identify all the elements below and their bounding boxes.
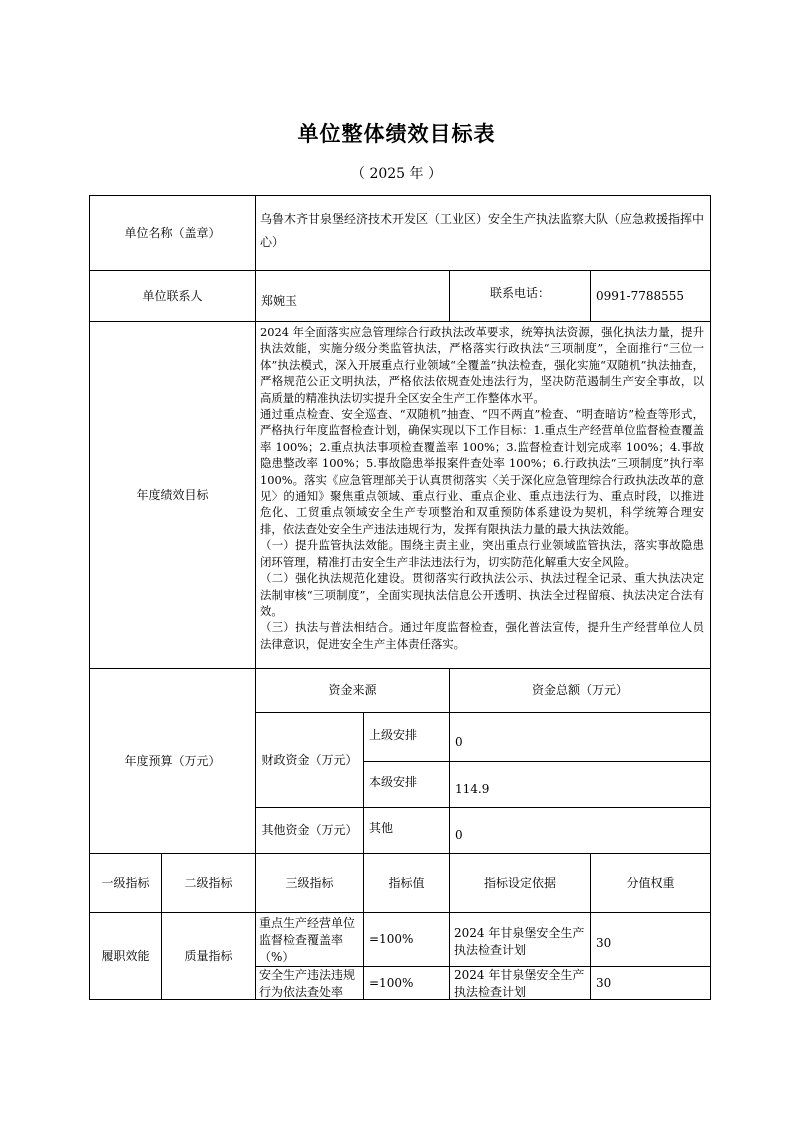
unit-name-label-text: 单位名称（盖章）	[124, 225, 221, 240]
table-row-basis	[449, 912, 591, 967]
contact-value-text: 郑婉玉	[261, 293, 298, 308]
header-basis	[449, 853, 591, 913]
other-funds-label-text: 其他资金（万元）	[261, 823, 358, 837]
value-text: =100%	[369, 975, 414, 990]
table-row-level3	[255, 912, 364, 967]
header-level3-text: 三级指标	[285, 875, 334, 890]
local-allocation-value-text: 114.9	[455, 782, 490, 796]
weight-text: 30	[596, 936, 612, 950]
annual-goal-paragraph: 2024 年全面落实应急管理综合行政执法改革要求，统筹执法资源，强化执法力量，提升执法效能，实施分级分类监管执法，严格落实行政执法“三项制度”，全面推行“三位一体”执法模式，深入开展重点行业领域“全覆盖”执法检查，强化实施“双随机”执法抽查，严格规范公正文明执法，严格依法依规查处违法行为，坚决防范遏制生产安全事故，以高质量的精准执法切实提升全区安全生产工作整体水平。	[260, 325, 704, 405]
phone-value-text: 0991-7788555	[596, 288, 685, 303]
budget-source-header	[255, 668, 450, 713]
annual-goal-paragraph: （二）强化执法规范化建设。贯彻落实行政执法公示、执法过程全记录、重大执法决定法制审核“三项制度”，全面实现执法信息公开透明、执法全过程留痕、执法决定合法有效。	[260, 571, 704, 618]
contact-label	[89, 270, 256, 322]
other-sub-label	[363, 807, 450, 854]
other-funds-value-text: 0	[455, 828, 463, 842]
annual-goal-label-text: 年度绩效目标	[136, 487, 209, 502]
fiscal-funds-label	[255, 712, 364, 808]
other-sub-label-text: 其他	[369, 821, 394, 835]
unit-name-value-text: 乌鲁木齐甘泉堡经济技术开发区（工业区）安全生产执法监察大队（应急救援指挥中心）	[260, 212, 705, 249]
value-text: =100%	[369, 932, 414, 946]
budget-source-header-text: 资金来源	[328, 683, 377, 697]
annual-goal-content	[255, 321, 711, 669]
local-allocation-label	[363, 761, 450, 808]
header-basis-text: 指标设定依据	[483, 875, 556, 890]
upper-allocation-value-text: 0	[455, 734, 463, 749]
header-level1	[89, 853, 162, 913]
header-weight-text: 分值权重	[626, 875, 675, 890]
budget-total-header-text: 资金总额（万元）	[531, 683, 628, 697]
table-row-basis	[449, 966, 591, 1000]
unit-name-label	[89, 195, 256, 271]
header-level3	[255, 853, 364, 913]
upper-allocation-label	[363, 712, 450, 762]
phone-label-text: 联系电话：	[489, 286, 550, 300]
contact-label-text: 单位联系人	[142, 288, 203, 303]
header-value	[363, 853, 450, 913]
budget-total-header	[449, 668, 711, 713]
header-level1-text: 一级指标	[101, 875, 150, 890]
unit-name-value	[255, 195, 711, 271]
phone-label	[449, 270, 591, 322]
table-row-value	[363, 966, 450, 1000]
table-row-level3	[255, 966, 364, 1000]
fiscal-funds-label-text: 财政资金（万元）	[261, 752, 358, 767]
weight-text: 30	[596, 975, 612, 990]
page-title: 单位整体绩效目标表	[297, 122, 496, 146]
table-row-weight	[590, 912, 711, 967]
level3-text: 重点生产经营单位监督检查覆盖率（%）	[259, 916, 356, 964]
indicator-level2-text: 质量指标	[184, 948, 233, 963]
annual-goal-label	[89, 321, 256, 669]
contact-value	[255, 270, 450, 322]
basis-text: 2024 年甘泉堡安全生产执法检查计划	[454, 926, 585, 957]
header-weight	[590, 853, 711, 913]
upper-allocation-value	[449, 712, 711, 762]
header-value-text: 指标值	[388, 875, 425, 890]
indicator-level2	[161, 912, 256, 1000]
budget-label-text: 年度预算（万元）	[124, 753, 221, 768]
indicator-level1-text: 履职效能	[101, 948, 150, 963]
annual-goal-paragraph: 通过重点检查、安全巡查、“双随机”抽查、“四不两直”检查、“明查暗访”检查等形式，严格执行年度监督检查计划，确保实现以下工作目标：1.重点生产经营单位监督检查覆盖率 100%；2.重点执法事项检查覆盖率 100%；3.监督检查计划完成率 100%；4.事故隐患整改率 100%；5.事故隐患举报案件查处率 100%；6.行政执法“三项制度”执行率 100%。落实《应急管理部关于认真贯彻落实〈关于深化应急管理综合行政执法改革的意见〉的通知》聚焦重点领域、重点行业、重点企业、重点违法行为、重点时段，以推进危化、工贸重点领域安全生产专项整治和双重预防体系建设为契机，科学统筹合理安排，依法查处安全生产违法违规行为，发挥有限执法力量的最大执法效能。	[260, 407, 704, 536]
table-row-value	[363, 912, 450, 967]
table-row-weight	[590, 966, 711, 1000]
page-subtitle: （ 2025 年 ）	[351, 166, 442, 182]
annual-goal-paragraph: （一）提升监管执法效能。围绕主责主业，突出重点行业领域监管执法，落实事故隐患闭环管理，精准打击安全生产非法违法行为，切实防范化解重大安全风险。	[260, 538, 704, 569]
local-allocation-value	[449, 761, 711, 808]
phone-value	[590, 270, 711, 322]
indicator-level1	[89, 912, 162, 1000]
upper-allocation-label-text: 上级安排	[369, 728, 418, 742]
annual-goal-paragraph: （三）执法与普法相结合。通过年度监督检查，强化普法宣传，提升生产经营单位人员法律意识，促进安全生产主体责任落实。	[260, 620, 704, 651]
level3-text: 安全生产违法违规行为依法查处率	[259, 968, 356, 999]
basis-text: 2024 年甘泉堡安全生产执法检查计划	[454, 968, 585, 999]
header-level2-text: 二级指标	[184, 875, 233, 890]
other-funds-value	[449, 807, 711, 854]
budget-label	[89, 668, 256, 854]
header-level2	[161, 853, 256, 913]
other-funds-label	[255, 807, 364, 854]
local-allocation-label-text: 本级安排	[369, 775, 418, 789]
